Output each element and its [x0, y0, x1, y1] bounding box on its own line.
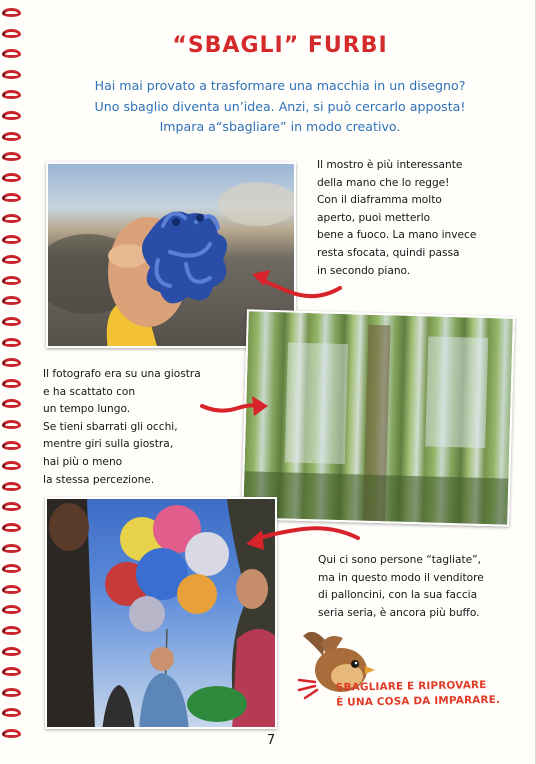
caption-line: Se tieni sbarrati gli occhi, — [43, 420, 178, 433]
caption-line: Il fotografo era su una giostra — [43, 368, 201, 380]
spiral-ring — [2, 49, 21, 58]
caption-line: Il mostro è più interessante — [317, 159, 463, 171]
spiral-ring — [2, 296, 21, 305]
spiral-ring — [2, 338, 21, 347]
spiral-ring — [2, 152, 21, 161]
spiral-ring — [2, 90, 21, 99]
photo-blurred-trees — [241, 309, 515, 526]
motto-line: SBAGLIARE E RIPROVARE — [335, 679, 487, 694]
caption-blurred-trees — [43, 366, 201, 489]
caption-line: ma in questo modo il venditore — [318, 571, 484, 584]
spiral-ring — [2, 564, 21, 573]
caption-line: di palloncini, con la sua faccia — [318, 589, 478, 602]
caption-line: resta sfocata, quindi passa — [317, 246, 460, 259]
caption-line: Con il diaframma molto — [317, 194, 442, 207]
page-number: 7 — [266, 733, 276, 748]
arrow-to-photo3-icon — [240, 520, 362, 554]
spiral-ring — [2, 317, 21, 326]
spiral-ring — [2, 502, 21, 511]
spiral-ring — [2, 235, 21, 244]
spiral-ring — [2, 420, 21, 429]
spiral-ring — [2, 70, 21, 79]
caption-balloon-seller — [318, 552, 484, 622]
arrow-to-photo1-icon — [246, 262, 344, 302]
spiral-ring — [2, 214, 21, 223]
caption-line: un tempo lungo. — [43, 403, 131, 416]
spiral-ring — [2, 8, 21, 17]
spiral-ring — [2, 276, 21, 285]
caption-line: aperto, puoi metterlo — [317, 211, 431, 224]
photo-blurred-trees-image — [243, 311, 515, 526]
caption-line: mentre giri sulla giostra, — [43, 438, 174, 451]
spiral-ring — [2, 605, 21, 614]
motto-line: È UNA COSA DA IMPARARE. — [336, 693, 501, 709]
spiral-ring — [2, 626, 21, 635]
spiral-ring — [2, 441, 21, 450]
intro-line: Uno sbaglio diventa un’idea. Anzi, si può cercarlo apposta! — [94, 98, 466, 114]
spiral-ring — [2, 647, 21, 656]
spiral-ring — [2, 132, 21, 141]
caption-line: hai più o meno — [43, 455, 123, 468]
spiral-ring — [2, 399, 21, 408]
spiral-ring — [2, 544, 21, 553]
caption-line: in secondo piano. — [317, 264, 411, 277]
spiral-ring — [2, 461, 21, 470]
caption-line: la stessa percezione. — [43, 473, 155, 486]
page-title: “SBAGLI” FURBI — [172, 33, 388, 58]
spiral-ring — [2, 482, 21, 491]
spiral-ring — [2, 255, 21, 264]
spiral-ring — [2, 173, 21, 182]
spiral-ring — [2, 729, 21, 738]
spiral-ring — [2, 585, 21, 594]
spiral-ring — [2, 29, 21, 38]
intro-text — [60, 76, 500, 138]
intro-line: Impara a“sbagliare” in modo creativo. — [159, 119, 401, 134]
spiral-ring — [2, 358, 21, 367]
caption-line: Qui ci sono persone “tagliate”, — [318, 554, 482, 566]
motto-text — [336, 677, 526, 710]
spiral-ring — [2, 523, 21, 532]
spiral-ring — [2, 193, 21, 202]
arrow-to-photo2-icon — [200, 390, 272, 422]
spiral-ring — [2, 379, 21, 388]
spiral-ring — [2, 111, 21, 120]
spiral-ring — [2, 708, 21, 717]
caption-line: seria seria, è ancora più buffo. — [318, 606, 480, 619]
spiral-ring — [2, 667, 21, 676]
caption-line: bene a fuoco. La mano invece — [317, 229, 477, 242]
caption-line: della mano che lo regge! — [317, 176, 450, 189]
intro-line: Hai mai provato a trasformare una macchia in un disegno? — [94, 78, 466, 93]
caption-line: e ha scattato con — [43, 385, 136, 398]
spiral-ring — [2, 688, 21, 697]
spiral-binding — [0, 0, 24, 764]
